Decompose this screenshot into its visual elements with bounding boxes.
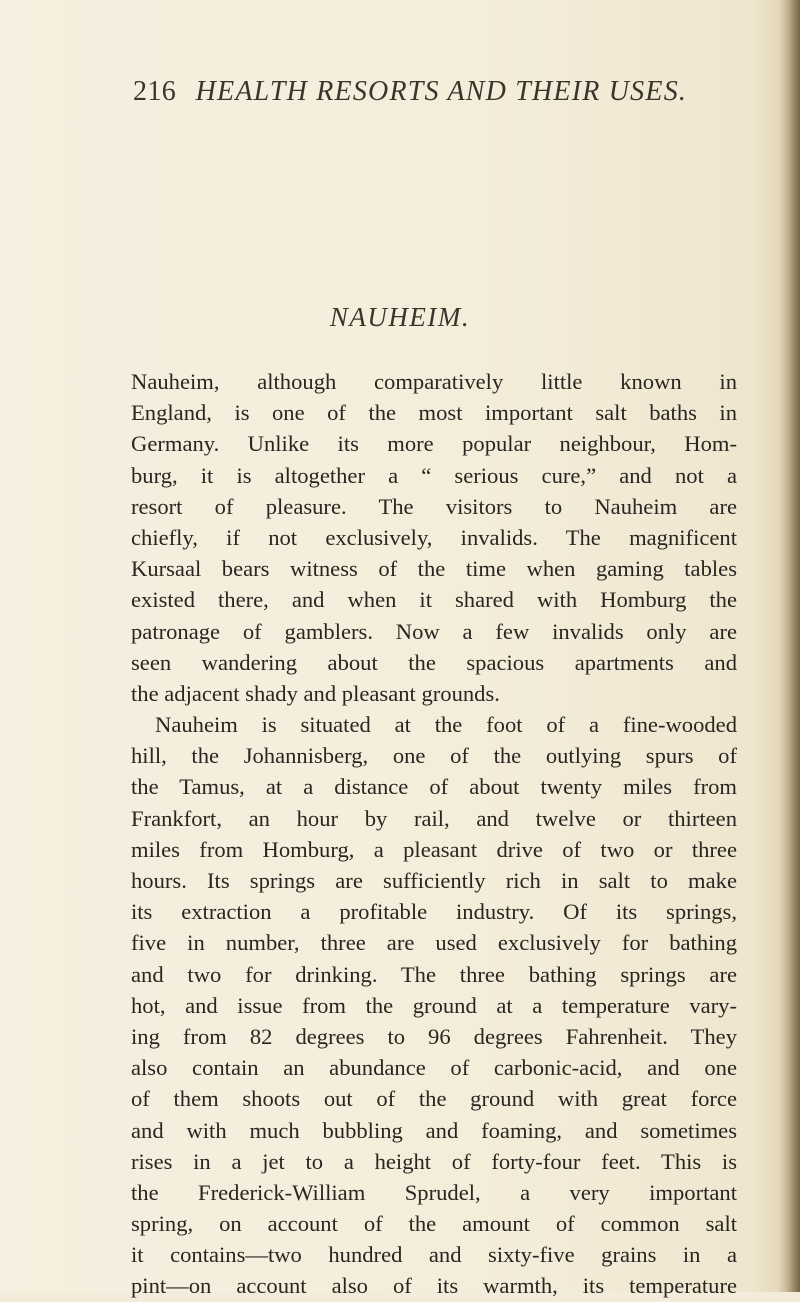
text-line: of them shoots out of the ground with great force — [131, 1086, 737, 1112]
text-line: rises in a jet to a height of forty-four feet. This is — [131, 1148, 737, 1174]
page-edge-shadow — [778, 0, 800, 1292]
text-line: Nauheim, although comparatively little known in — [131, 369, 737, 394]
page-number: 216 — [133, 76, 177, 107]
text-line: it contains—two hundred and sixty-five grains in a — [131, 1242, 737, 1268]
text-line: hot, and issue from the ground at a temperature vary- — [131, 992, 737, 1018]
text-line: also contain an abundance of carbonic-acid, and one — [131, 1055, 737, 1081]
text-line: Germany. Unlike its more popular neighbour, Hom- — [131, 431, 737, 457]
section-heading: NAUHEIM. — [329, 302, 471, 332]
body-text — [131, 366, 737, 1302]
text-line: and two for drinking. The three bathing springs are — [131, 961, 737, 987]
text-line: the Tamus, at a distance of about twenty miles from — [131, 774, 737, 800]
text-line: Frankfort, an hour by rail, and twelve or thirteen — [131, 805, 737, 831]
text-line: its extraction a profitable industry. Of its springs, — [131, 899, 737, 925]
running-title: HEALTH RESORTS AND THEIR USES. — [195, 76, 688, 107]
text-line: patronage of gamblers. Now a few invalids only are — [131, 618, 737, 644]
text-line: seen wandering about the spacious apartments and — [131, 649, 737, 675]
text-line: the adjacent shady and pleasant grounds. — [131, 680, 500, 706]
text-line: spring, on account of the amount of common salt — [131, 1211, 737, 1237]
text-line: Nauheim is situated at the foot of a fine-wooded — [155, 712, 737, 738]
text-line: pint—on account also of its warmth, its temperature — [131, 1273, 737, 1299]
text-line: Kursaal bears witness of the time when gaming tables — [131, 556, 737, 582]
text-line: hours. Its springs are sufficiently rich in salt to make — [131, 868, 737, 893]
text-line: ing from 82 degrees to 96 degrees Fahrenheit. They — [131, 1023, 737, 1049]
text-line: burg, it is altogether a “ serious cure,” and not a — [131, 462, 737, 488]
text-line: miles from Homburg, a pleasant drive of two or three — [131, 836, 737, 862]
text-line: existed there, and when it shared with Homburg the — [131, 587, 737, 613]
running-head — [133, 76, 687, 108]
text-line: hill, the Johannisberg, one of the outlying spurs of — [131, 743, 737, 769]
text-line: and with much bubbling and foaming, and sometimes — [131, 1117, 737, 1143]
text-line: the Frederick-William Sprudel, a very important — [131, 1179, 737, 1205]
text-line: England, is one of the most important salt baths in — [131, 400, 737, 426]
text-line: chiefly, if not exclusively, invalids. The magnificent — [131, 524, 737, 550]
text-line: five in number, three are used exclusively for bathing — [131, 930, 737, 956]
text-line: resort of pleasure. The visitors to Nauheim are — [131, 493, 737, 519]
